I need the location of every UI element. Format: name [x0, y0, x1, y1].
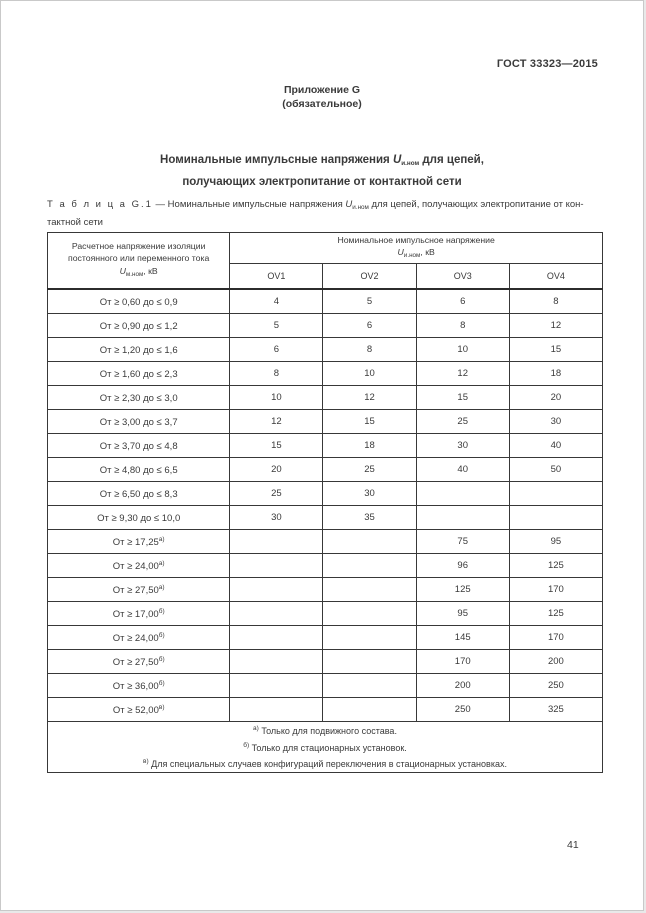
table-row [48, 530, 603, 554]
ov1-value-cell [230, 554, 323, 578]
ov3-value-cell: 125 [416, 578, 509, 602]
column-header-ov2: OV2 [323, 264, 416, 289]
ov4-value-cell: 50 [509, 458, 602, 482]
footnote-text: Для специальных случаев конфигураций переключения в стационарных установках. [151, 759, 507, 769]
ov2-value-cell [323, 530, 416, 554]
table-row [48, 362, 603, 386]
ov4-value-cell: 40 [509, 434, 602, 458]
ov4-value-cell: 325 [509, 698, 602, 722]
footnote-ref: б) [158, 631, 165, 639]
ov4-value-cell [509, 482, 602, 506]
ov4-value-cell: 18 [509, 362, 602, 386]
impulse-header-line2 [232, 246, 600, 262]
table-header-row-1 [48, 233, 603, 264]
table-row [48, 410, 603, 434]
appendix-kind: (обязательное) [282, 98, 362, 110]
table-caption [47, 197, 605, 230]
appendix-heading [1, 83, 643, 111]
voltage-symbol: U [119, 265, 126, 276]
voltage-range-cell [48, 530, 230, 554]
ov1-value-cell: 30 [230, 506, 323, 530]
caption-dash: — [155, 199, 166, 210]
voltage-range-cell [48, 386, 230, 410]
ov2-value-cell: 5 [323, 289, 416, 314]
ov2-value-cell: 15 [323, 410, 416, 434]
appendix-label: Приложение G [283, 84, 361, 96]
voltage-range-cell [48, 362, 230, 386]
ov3-value-cell: 145 [416, 626, 509, 650]
ov1-value-cell: 12 [230, 410, 323, 434]
voltage-range-cell [48, 314, 230, 338]
ov2-value-cell [323, 578, 416, 602]
ov3-value-cell [416, 506, 509, 530]
range-text: От ≥ 3,70 до ≤ 4,8 [99, 440, 178, 452]
ov3-value-cell: 10 [416, 338, 509, 362]
footnote-ref: а) [158, 559, 165, 567]
footnote-ref: а) [158, 535, 165, 543]
table-row [48, 338, 603, 362]
range-text: От ≥ 27,50 [112, 656, 159, 668]
ov2-value-cell: 18 [323, 434, 416, 458]
voltage-symbol-sub: и.ном [403, 252, 421, 260]
footnote-ref: в) [158, 703, 165, 711]
table-row [48, 602, 603, 626]
range-text: От ≥ 24,00 [112, 560, 159, 572]
table-row [48, 482, 603, 506]
ov1-value-cell [230, 602, 323, 626]
voltage-range-cell [48, 650, 230, 674]
footnote-ref: б) [158, 679, 165, 687]
table-row [48, 698, 603, 722]
footnote-text: Только для стационарных установок. [251, 742, 407, 753]
range-text: От ≥ 4,80 до ≤ 6,5 [99, 464, 178, 476]
voltage-range-cell [48, 458, 230, 482]
caption-text-before: Номинальные импульсные напряжения [167, 199, 343, 210]
table-row [48, 674, 603, 698]
page-number: 41 [567, 839, 579, 851]
footnote-ref: б) [158, 655, 165, 663]
voltage-symbol-sub: и.ном [352, 204, 369, 211]
column-header-ov3: OV3 [416, 264, 509, 289]
table-row [48, 289, 603, 314]
range-header-line1: Расчетное напряжение изоляции [71, 240, 206, 251]
voltage-range-cell [48, 698, 230, 722]
range-text: От ≥ 9,30 до ≤ 10,0 [97, 512, 181, 524]
voltage-range-cell [48, 289, 230, 314]
range-text: От ≥ 1,20 до ≤ 1,6 [99, 344, 178, 356]
range-text: От ≥ 24,00 [112, 632, 159, 644]
ov1-value-cell [230, 626, 323, 650]
voltage-range-cell [48, 506, 230, 530]
ov3-value-cell: 250 [416, 698, 509, 722]
ov3-value-cell: 8 [416, 314, 509, 338]
ov1-value-cell [230, 530, 323, 554]
range-text: От ≥ 36,00 [112, 680, 159, 692]
title-text-before: Номинальные импульсные напряжения [160, 154, 390, 166]
ov2-value-cell: 12 [323, 386, 416, 410]
range-text: От ≥ 0,90 до ≤ 1,2 [99, 320, 178, 332]
ov3-value-cell: 40 [416, 458, 509, 482]
ov4-value-cell: 20 [509, 386, 602, 410]
ov4-value-cell: 170 [509, 578, 602, 602]
table-row [48, 650, 603, 674]
ov2-value-cell [323, 602, 416, 626]
ov1-value-cell: 5 [230, 314, 323, 338]
range-text: От ≥ 0,60 до ≤ 0,9 [99, 296, 178, 308]
column-header-ov1: OV1 [230, 264, 323, 289]
voltage-symbol: U [392, 154, 402, 166]
voltage-range-cell [48, 626, 230, 650]
ov4-value-cell: 8 [509, 289, 602, 314]
column-header-ov4: OV4 [509, 264, 602, 289]
voltage-range-cell [48, 338, 230, 362]
ov4-value-cell: 95 [509, 530, 602, 554]
doc-code: ГОСТ 33323—2015 [496, 58, 598, 70]
footnote-marker: а) [253, 725, 259, 732]
ov3-value-cell: 15 [416, 386, 509, 410]
ov4-value-cell: 125 [509, 602, 602, 626]
caption-text-after: для цепей, получающих электропитание от кон- [371, 199, 584, 210]
footnote-text: Только для подвижного состава. [261, 726, 397, 736]
footnote-ref: а) [158, 583, 165, 591]
table-row [48, 578, 603, 602]
ov2-value-cell: 6 [323, 314, 416, 338]
footnote-marker: б) [243, 741, 250, 749]
unit-label: , кВ [420, 247, 435, 258]
footnote-marker: в) [143, 758, 149, 765]
voltage-symbol: U [397, 247, 404, 258]
ov2-value-cell: 35 [323, 506, 416, 530]
table-row [48, 626, 603, 650]
ov3-value-cell: 30 [416, 434, 509, 458]
ov3-value-cell: 12 [416, 362, 509, 386]
page-title-line2: получающих электропитание от контактной сети [182, 176, 462, 188]
footnotes-cell [48, 722, 603, 773]
range-text: От ≥ 3,00 до ≤ 3,7 [99, 416, 178, 428]
range-column-header [48, 233, 230, 290]
ov3-value-cell [416, 482, 509, 506]
ov1-value-cell: 6 [230, 338, 323, 362]
ov1-value-cell: 15 [230, 434, 323, 458]
ov4-value-cell: 170 [509, 626, 602, 650]
ov4-value-cell: 12 [509, 314, 602, 338]
footnotes-row [48, 722, 603, 773]
ov2-value-cell [323, 698, 416, 722]
voltage-range-cell [48, 578, 230, 602]
footnote [50, 739, 600, 756]
impulse-voltage-header [230, 233, 603, 264]
range-header-line2: постоянного или переменного тока [68, 253, 210, 264]
ov2-value-cell [323, 650, 416, 674]
voltage-range-cell [48, 434, 230, 458]
ov1-value-cell: 20 [230, 458, 323, 482]
footnote-ref: б) [158, 607, 165, 615]
range-text: От ≥ 1,60 до ≤ 2,3 [99, 368, 178, 380]
ov1-value-cell: 25 [230, 482, 323, 506]
voltage-symbol: U [345, 199, 353, 210]
range-text: От ≥ 2,30 до ≤ 3,0 [99, 392, 178, 404]
ov3-value-cell: 96 [416, 554, 509, 578]
impulse-header-line1: Номинальное импульсное напряжение [337, 235, 495, 246]
ov4-value-cell: 125 [509, 554, 602, 578]
ov3-value-cell: 170 [416, 650, 509, 674]
ov1-value-cell: 8 [230, 362, 323, 386]
range-text: От ≥ 6,50 до ≤ 8,3 [99, 488, 178, 500]
range-text: От ≥ 17,00 [112, 608, 159, 620]
ov3-value-cell: 6 [416, 289, 509, 314]
ov2-value-cell: 30 [323, 482, 416, 506]
ov3-value-cell: 200 [416, 674, 509, 698]
ov2-value-cell: 10 [323, 362, 416, 386]
table-row [48, 434, 603, 458]
table-caption-line2: тактной сети [47, 217, 103, 228]
page-title-line1 [1, 151, 643, 173]
table-caption-label: Т а б л и ц а G.1 [47, 199, 153, 210]
ov2-value-cell [323, 674, 416, 698]
ov1-value-cell [230, 698, 323, 722]
voltage-symbol-sub: и.ном [401, 160, 420, 167]
ov1-value-cell: 10 [230, 386, 323, 410]
unit-label: , кВ [143, 265, 158, 276]
title-text-after: для цепей, [422, 154, 484, 166]
voltage-range-cell [48, 482, 230, 506]
ov2-value-cell: 8 [323, 338, 416, 362]
ov1-value-cell [230, 674, 323, 698]
page-title [1, 151, 643, 192]
ov3-value-cell: 95 [416, 602, 509, 626]
ov4-value-cell: 15 [509, 338, 602, 362]
footnote [50, 755, 600, 772]
range-text: От ≥ 27,50 [112, 584, 159, 596]
footnote [50, 722, 600, 739]
voltage-symbol-sub: м.ном [125, 270, 144, 278]
voltage-table [47, 232, 603, 773]
voltage-range-cell [48, 602, 230, 626]
voltage-range-cell [48, 674, 230, 698]
ov2-value-cell [323, 626, 416, 650]
ov1-value-cell [230, 578, 323, 602]
voltage-range-cell [48, 410, 230, 434]
table-row [48, 386, 603, 410]
ov1-value-cell [230, 650, 323, 674]
table-row [48, 314, 603, 338]
ov3-value-cell: 75 [416, 530, 509, 554]
voltage-range-cell [48, 554, 230, 578]
range-header-line3 [50, 265, 227, 282]
table-caption-line1 [47, 197, 605, 215]
table-row [48, 554, 603, 578]
table-row [48, 458, 603, 482]
range-text: От ≥ 52,00 [112, 704, 159, 716]
ov4-value-cell: 200 [509, 650, 602, 674]
ov3-value-cell: 25 [416, 410, 509, 434]
table-row [48, 506, 603, 530]
ov4-value-cell [509, 506, 602, 530]
ov1-value-cell: 4 [230, 289, 323, 314]
ov2-value-cell [323, 554, 416, 578]
ov4-value-cell: 30 [509, 410, 602, 434]
ov2-value-cell: 25 [323, 458, 416, 482]
ov4-value-cell: 250 [509, 674, 602, 698]
range-text: От ≥ 17,25 [112, 536, 159, 548]
